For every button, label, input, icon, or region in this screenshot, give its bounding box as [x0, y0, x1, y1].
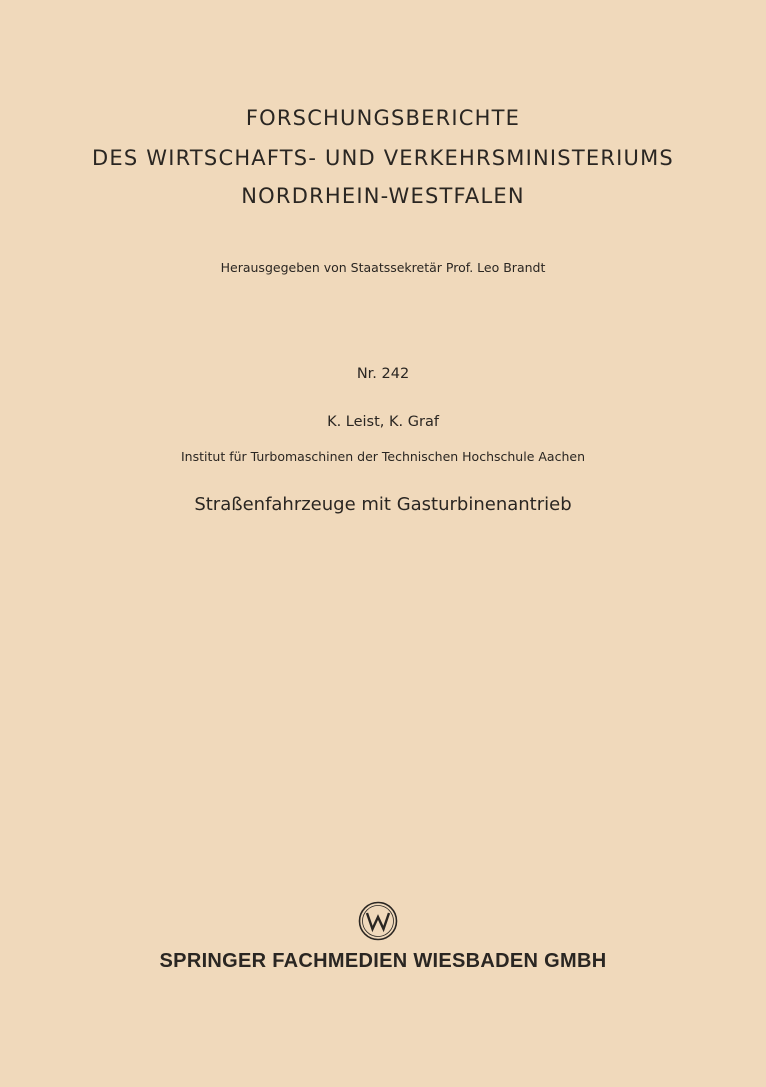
series-title-line-3: NORDRHEIN-WESTFALEN	[241, 184, 525, 208]
institute: Institut für Turbomaschinen der Technischen Hochschule Aachen	[181, 449, 585, 464]
springer-w-logo-icon	[358, 901, 398, 941]
series-title-line-2: DES WIRTSCHAFTS- UND VERKEHRSMINISTERIUMS	[92, 146, 674, 170]
editor-credit: Herausgegeben von Staatssekretär Prof. Leo Brandt	[220, 260, 546, 275]
book-title: Straßenfahrzeuge mit Gasturbinenantrieb	[194, 494, 572, 515]
volume-number: Nr. 242	[356, 366, 410, 382]
series-title-line-1: FORSCHUNGSBERICHTE	[245, 106, 521, 130]
authors: K. Leist, K. Graf	[327, 414, 439, 430]
publisher-name: SPRINGER FACHMEDIEN WIESBADEN GMBH	[159, 950, 607, 972]
